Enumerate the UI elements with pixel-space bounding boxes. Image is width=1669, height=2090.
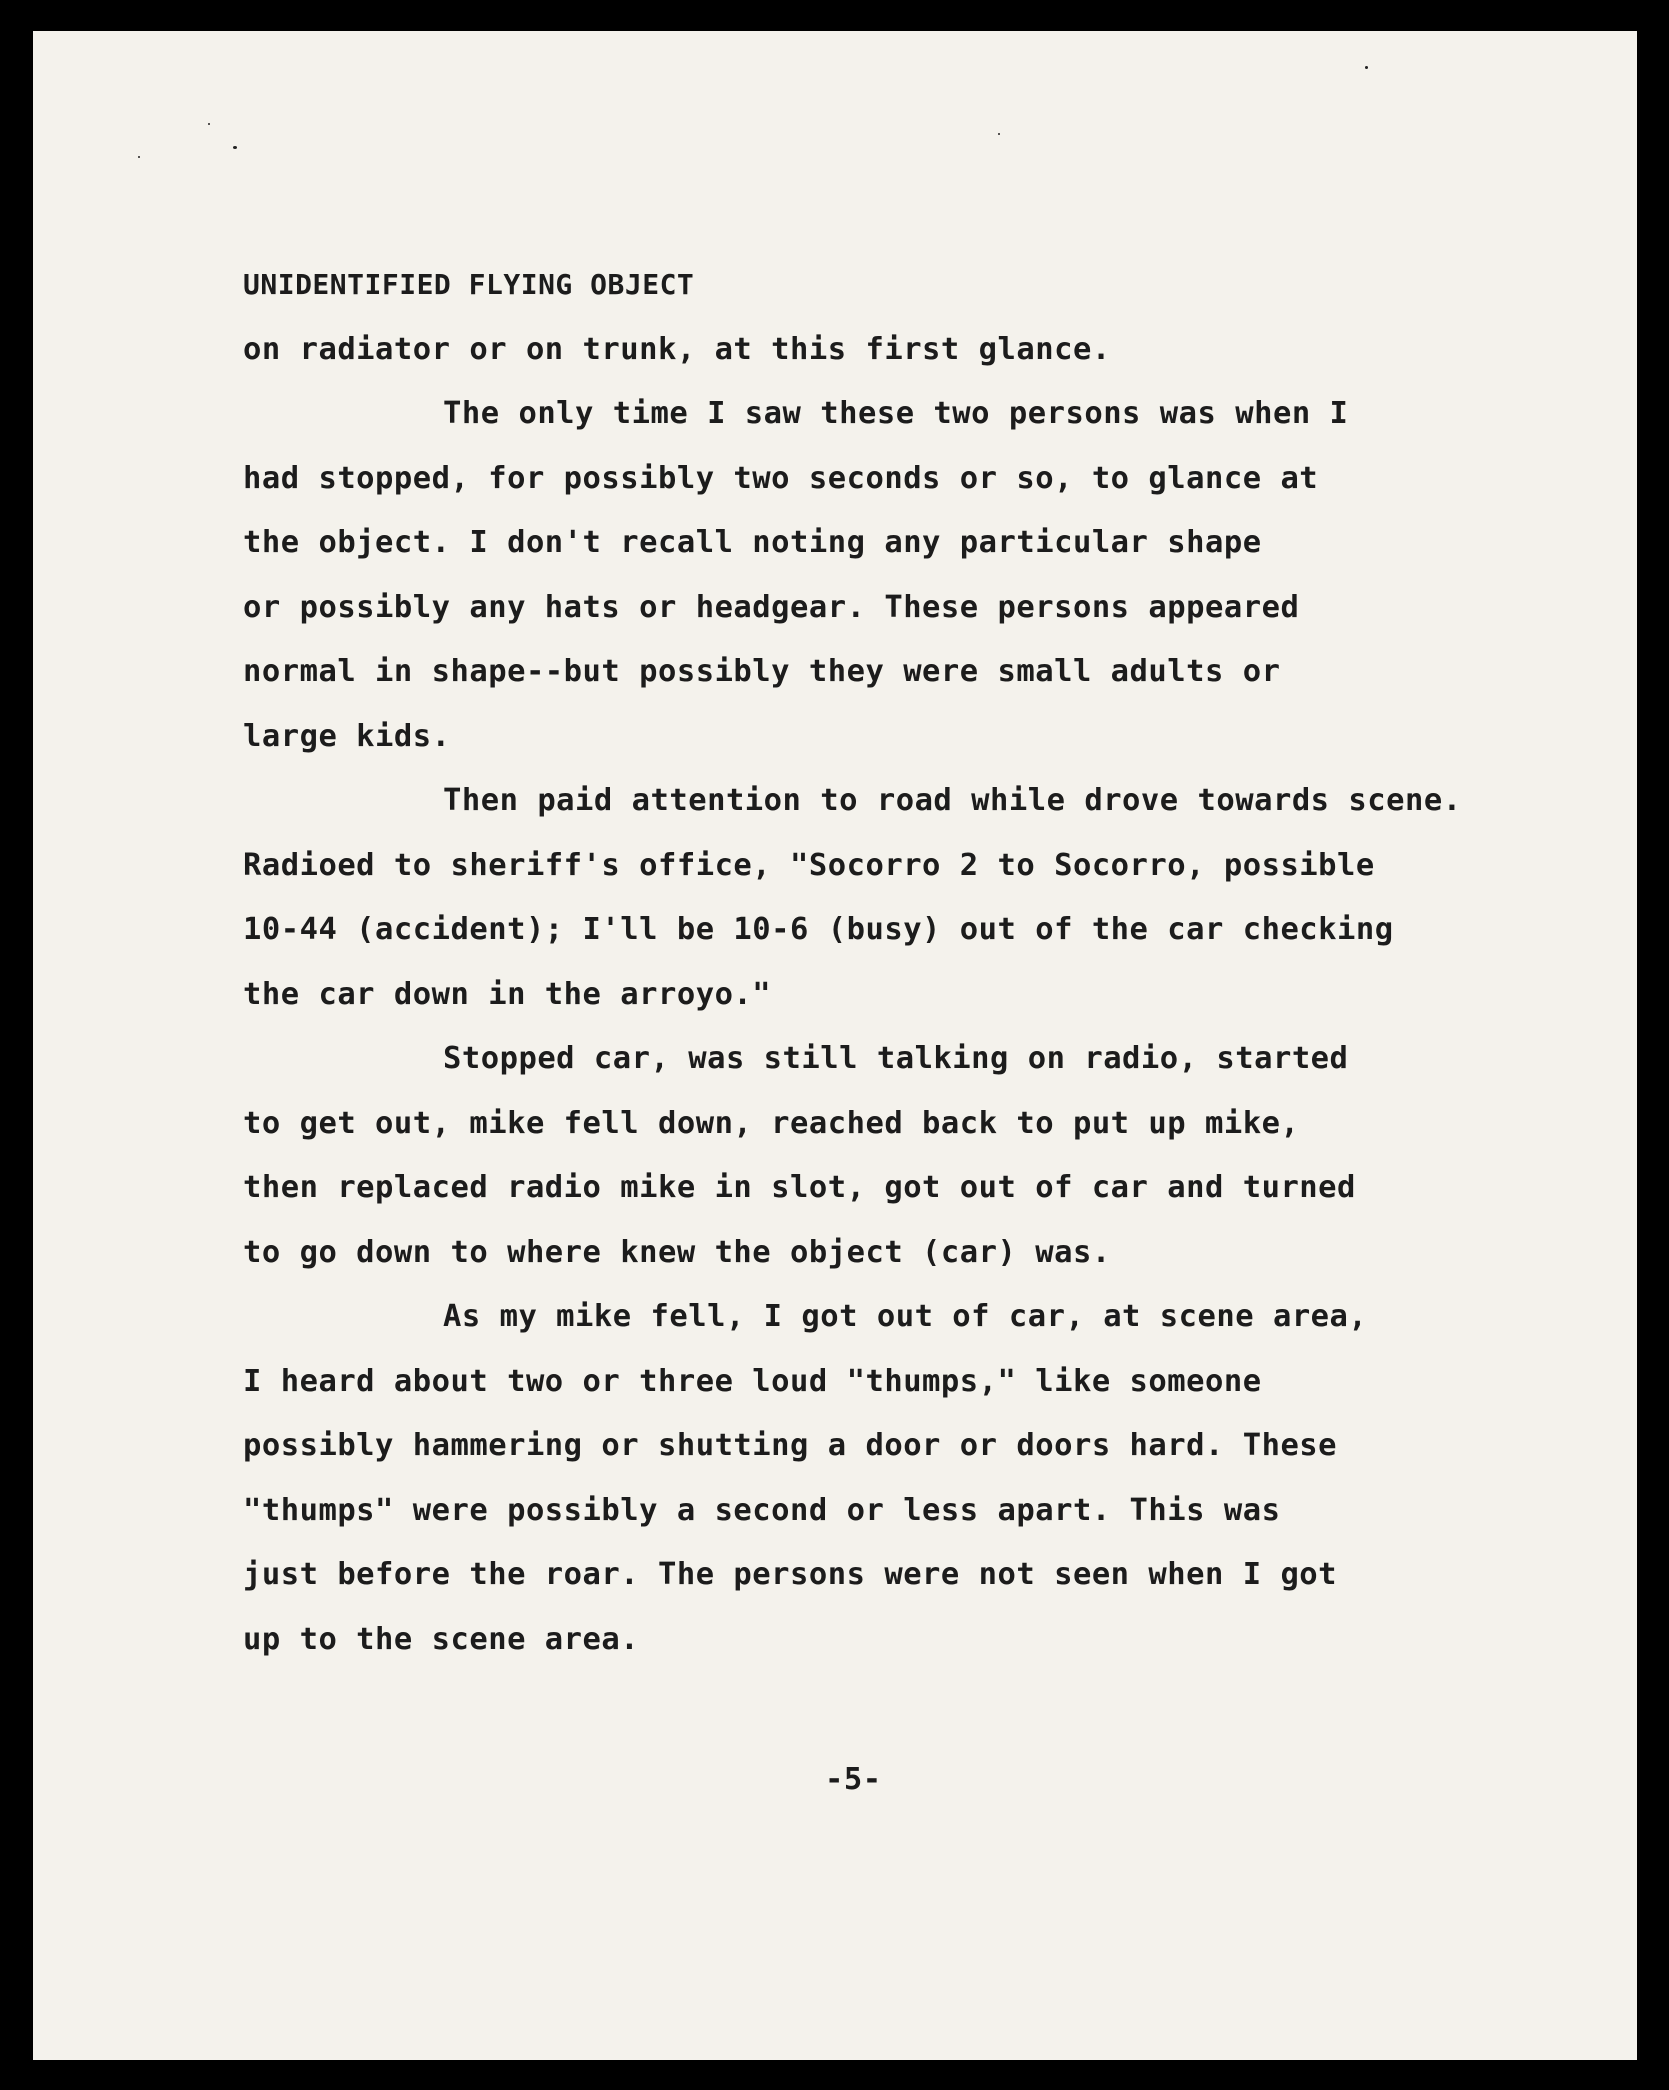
text-line: or possibly any hats or headgear. These persons appeared bbox=[243, 590, 1300, 625]
text-line: possibly hammering or shutting a door or doors hard. These bbox=[243, 1428, 1338, 1463]
text-line: normal in shape--but possibly they were small adults or bbox=[243, 654, 1281, 689]
scan-speck bbox=[233, 146, 237, 149]
scan-speck bbox=[998, 133, 1000, 135]
text-line: Radioed to sheriff's office, "Socorro 2 to Socorro, possible bbox=[243, 848, 1375, 883]
text-line: then replaced radio mike in slot, got out of car and turned bbox=[243, 1170, 1356, 1205]
text-line: just before the roar. The persons were not seen when I got bbox=[243, 1557, 1338, 1592]
text-line: 10-44 (accident); I'll be 10-6 (busy) out of the car checking bbox=[243, 912, 1394, 947]
text-line: the car down in the arroyo." bbox=[243, 977, 772, 1012]
text-line: large kids. bbox=[243, 719, 451, 754]
text-line: to go down to where knew the object (car) was. bbox=[243, 1235, 1111, 1270]
scan-speck bbox=[1365, 66, 1368, 69]
text-line: on radiator or on trunk, at this first glance. bbox=[243, 332, 1111, 367]
text-line: up to the scene area. bbox=[243, 1622, 640, 1657]
document-page bbox=[33, 31, 1637, 2060]
text-line: Then paid attention to road while drove towards scene. bbox=[443, 783, 1462, 818]
text-line: Stopped car, was still talking on radio, started bbox=[443, 1041, 1349, 1076]
text-line: had stopped, for possibly two seconds or so, to glance at bbox=[243, 461, 1319, 496]
text-line: the object. I don't recall noting any particular shape bbox=[243, 525, 1262, 560]
scan-speck bbox=[138, 156, 140, 158]
page-number: -5- bbox=[825, 1762, 882, 1797]
text-line: "thumps" were possibly a second or less apart. This was bbox=[243, 1493, 1281, 1528]
text-line: I heard about two or three loud "thumps," like someone bbox=[243, 1364, 1262, 1399]
text-line: As my mike fell, I got out of car, at scene area, bbox=[443, 1299, 1368, 1334]
document-header: UNIDENTIFIED FLYING OBJECT bbox=[243, 268, 695, 301]
scan-speck bbox=[208, 123, 210, 125]
text-line: to get out, mike fell down, reached back to put up mike, bbox=[243, 1106, 1300, 1141]
text-line: The only time I saw these two persons was when I bbox=[443, 396, 1349, 431]
